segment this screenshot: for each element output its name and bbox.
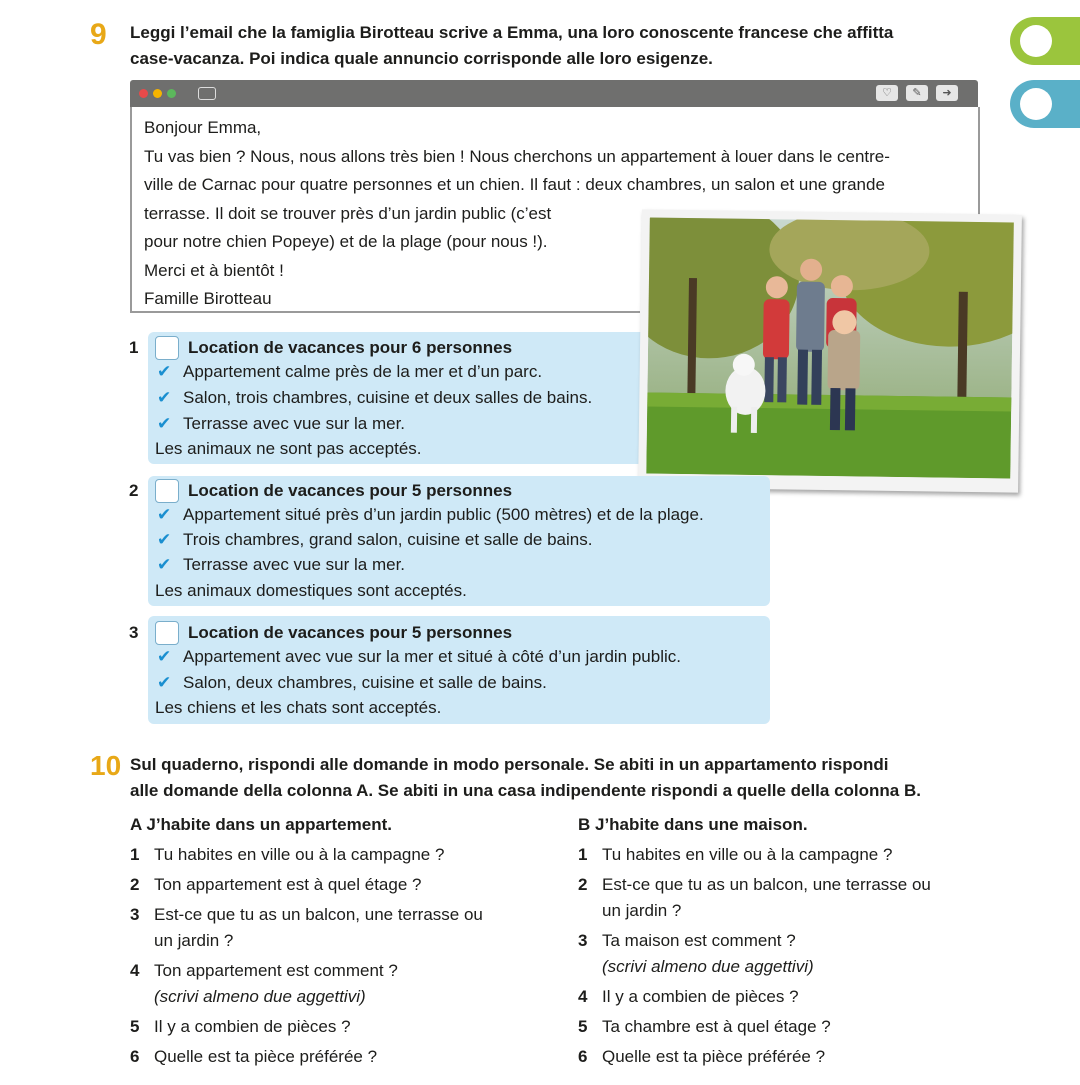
ad-feature: ✔ Terrasse avec vue sur la mer. [157,414,406,433]
exercise-9-number: 9 [90,18,107,51]
check-icon: ✔ [157,673,172,692]
maximize-dot-icon [167,89,176,98]
question-item: 3 Ta maison est comment ? [578,931,796,950]
family-running-park-image [646,217,1014,478]
email-line: pour notre chien Popeye) et de la plage (pour nous !). [144,232,548,251]
question-item: 5 Il y a combien de pièces ? [130,1017,351,1036]
close-dot-icon [139,89,148,98]
question-hint: (scrivi almeno due aggettivi) [154,987,366,1006]
question-item: 5 Ta chambre est à quel étage ? [578,1017,831,1036]
ad-number: 1 [129,338,139,357]
ad-feature: ✔ Trois chambres, grand salon, cuisine et salle de bains. [157,530,593,549]
exercise-10-instruction-line2: alle domande della colonna A. Se abiti in una casa indipendente rispondi a quelle della colonna B. [130,781,921,800]
ad-note: Les animaux domestiques sont acceptés. [155,581,467,600]
ad-feature: ✔ Appartement avec vue sur la mer et situé à côté d’un jardin public. [157,647,681,666]
ad-note: Les animaux ne sont pas acceptés. [155,439,422,458]
attach-icon: ✎ [906,85,928,101]
question-hint: (scrivi almeno due aggettivi) [602,957,814,976]
question-item: 2 Est-ce que tu as un balcon, une terrasse ou [578,875,931,894]
exercise-10-number: 10 [90,750,122,781]
heart-icon: ♡ [876,85,898,101]
question-item: 6 Quelle est ta pièce préférée ? [578,1047,826,1066]
ad-number: 2 [129,481,139,500]
email-toolbar [130,80,978,107]
check-icon: ✔ [157,362,172,381]
forward-icon: ➜ [936,85,958,101]
ad-note: Les chiens et les chats sont acceptés. [155,698,442,717]
column-b-heading: B J’habite dans une maison. [578,815,808,834]
question-item: 4 Il y a combien de pièces ? [578,987,799,1006]
question-item: 1 Tu habites en ville ou à la campagne ? [130,845,445,864]
ad-number: 3 [129,623,139,642]
ad-title: Location de vacances pour 5 personnes [188,481,513,500]
envelope-icon [198,87,216,100]
question-item: 2 Ton appartement est à quel étage ? [130,875,422,894]
ad-1-checkbox[interactable] [155,336,179,360]
ad-3-checkbox[interactable] [155,621,179,645]
exercise-10-instruction [130,752,921,804]
ad-2-checkbox[interactable] [155,479,179,503]
email-line: terrasse. Il doit se trouver près d’un jardin public (c’est [144,203,552,223]
column-a-heading: A J’habite dans un appartement. [130,815,392,834]
check-icon: ✔ [157,505,172,524]
side-tab-blue[interactable] [1010,80,1080,128]
email-line: Famille Birotteau [144,289,272,308]
ad-feature: ✔ Terrasse avec vue sur la mer. [157,555,406,574]
email-line: Merci et à bientôt ! [144,260,284,280]
email-line: ville de Carnac pour quatre personnes et un chien. Il faut : deux chambres, un salon et une grande [144,175,885,194]
family-photo [638,209,1022,492]
question-item: 6 Quelle est ta pièce préférée ? [130,1047,378,1066]
ad-title: Location de vacances pour 6 personnes [188,338,513,357]
question-item: 3 Est-ce que tu as un balcon, une terrasse ou [130,905,483,924]
exercise-10-instruction-line1: Sul quaderno, rispondi alle domande in modo personale. Se abiti in un appartamento rispondi [130,755,889,774]
exercise-9-instruction [130,20,1000,72]
question-continuation: un jardin ? [602,901,682,920]
question-item: 1 Tu habites en ville ou à la campagne ? [578,845,893,864]
question-item: 4 Ton appartement est comment ? [130,961,398,980]
minimize-dot-icon [153,89,162,98]
ad-feature: ✔ Appartement situé près d’un jardin public (500 mètres) et de la plage. [157,505,704,524]
ad-feature: ✔ Salon, deux chambres, cuisine et salle de bains. [157,673,547,692]
exercise-9-instruction-line1: Leggi l’email che la famiglia Birotteau scrive a Emma, una loro conoscente francese che affitta [130,23,894,42]
check-icon: ✔ [157,530,172,549]
check-icon: ✔ [157,388,172,407]
email-line: Bonjour Emma, [144,118,262,137]
email-line: Tu vas bien ? Nous, nous allons très bien ! Nous cherchons un appartement à louer dans le centre- [144,146,890,166]
check-icon: ✔ [157,647,172,666]
side-tab-green[interactable] [1010,17,1080,65]
exercise-9-instruction-line2: case-vacanza. Poi indica quale annuncio corrisponde alle loro esigenze. [130,49,713,68]
ad-title: Location de vacances pour 5 personnes [188,623,513,642]
check-icon: ✔ [157,414,172,433]
ad-feature: ✔ Appartement calme près de la mer et d’un parc. [157,362,543,381]
question-continuation: un jardin ? [154,931,234,950]
check-icon: ✔ [157,555,172,574]
tab-knob-icon [1020,88,1052,120]
ad-feature: ✔ Salon, trois chambres, cuisine et deux salles de bains. [157,388,593,407]
tab-knob-icon [1020,25,1052,57]
